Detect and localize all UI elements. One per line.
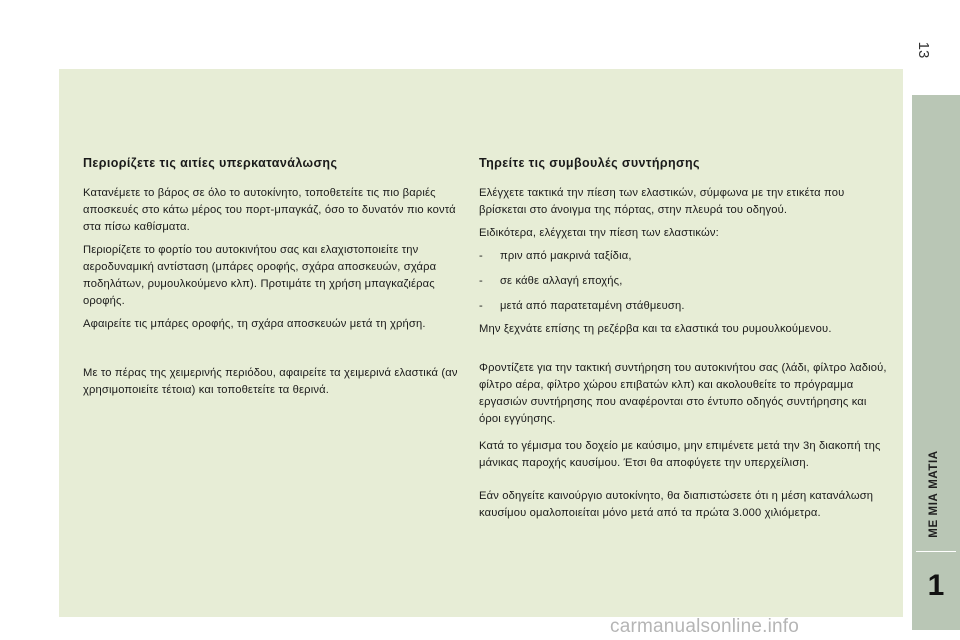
left-column — [83, 155, 468, 405]
paragraph: Εάν οδηγείτε καινούργιο αυτοκίνητο, θα διαπιστώσετε ότι η μέση κατανάλωση καυσίμου ομαλοποιείται μόνο μετά από τα πρώτα 3.000 χιλιόμετρα. — [479, 490, 874, 519]
list-item — [479, 298, 889, 315]
list-dash: - — [479, 275, 483, 287]
paragraph: Αφαιρείτε τις μπάρες οροφής, τη σχάρα αποσκευών μετά τη χρήση. — [83, 318, 426, 330]
chapter-tab-label-text: ΜΕ ΜΙΑ ΜΑΤΙΑ — [928, 450, 940, 538]
list-item-text: σε κάθε αλλαγή εποχής, — [500, 275, 623, 287]
list-item — [479, 248, 889, 265]
section-title-maintenance: Τηρείτε τις συμβουλές συντήρησης — [479, 156, 700, 170]
list-dash: - — [479, 300, 483, 312]
paragraph: Κατά το γέμισμα του δοχείο με καύσιμο, μην επιμένετε μετά την 3η διακοπή της μάνικας παροχής καυσίμου. Έτσι θα αποφύγετε την υπερχείλιση. — [479, 440, 881, 469]
list-item-text: μετά από παρατεταμένη στάθμευση. — [500, 300, 685, 312]
paragraph: Με το πέρας της χειμερινής περιόδου, αφαιρείτε τα χειμερινά ελαστικά (αν χρησιμοποιείτε τέτοια) και τοποθετείτε τα θερινά. — [83, 367, 458, 396]
paragraph: Ειδικότερα, ελέγχεται την πίεση των ελαστικών: — [479, 227, 719, 239]
chapter-tab-divider — [916, 551, 956, 552]
paragraph: Μην ξεχνάτε επίσης τη ρεζέρβα και τα ελαστικά του ρυμουλκούμενου. — [479, 323, 832, 335]
page-number: 13 — [915, 41, 932, 59]
list-dash: - — [479, 250, 483, 262]
paragraph: Φροντίζετε για την τακτική συντήρηση του αυτοκινήτου σας (λάδι, φίλτρο λαδιού, φίλτρο αέρα, φίλτρο χώρου επιβατών κλπ) και ακολουθείτε το πρόγραμμα εργασιών συντήρησης που αναφέρονται στο έντυπο οδηγός συντήρησης και όροι εγγύησης. — [479, 362, 887, 425]
tire-check-list — [479, 248, 889, 315]
chapter-number: 1 — [927, 569, 945, 602]
right-column — [479, 155, 889, 528]
paragraph: Ελέγχετε τακτικά την πίεση των ελαστικών, σύμφωνα με την ετικέτα που βρίσκεται στο άνοιγμα της πόρτας, στην πλευρά του οδηγού. — [479, 187, 845, 216]
watermark: carmanualsonline.info — [610, 616, 800, 637]
section-title-consumption: Περιορίζετε τις αιτίες υπερκατανάλωσης — [83, 156, 338, 170]
list-item-text: πριν από μακρινά ταξίδια, — [500, 250, 632, 262]
paragraph: Κατανέμετε το βάρος σε όλο το αυτοκίνητο, τοποθετείτε τις πιο βαριές αποσκευές στο κάτω μέρος του πορτ-μπαγκάζ, όσο το δυνατόν πιο κοντά στα πίσω καθίσματα. — [83, 187, 456, 233]
paragraph: Περιορίζετε το φορτίο του αυτοκινήτου σας και ελαχιστοποιείτε την αεροδυναμική αντίσταση (μπάρες οροφής, σχάρα αποσκευών, σχάρα ποδηλάτων, ρυμουλκούμενο κλπ). Προτιμάτε τη χρήση μπαγκαζιέρας οροφής. — [83, 244, 437, 307]
list-item — [479, 273, 889, 290]
